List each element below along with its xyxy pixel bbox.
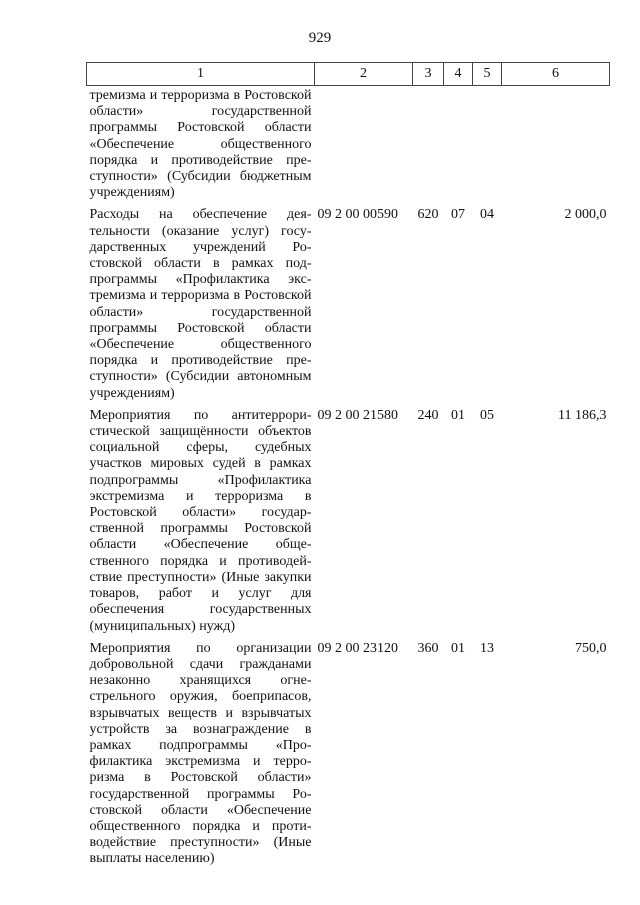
row-amount: 750,0 [575,640,607,656]
header-col-3: 3 [413,63,444,86]
row-code: 09 2 00 23120 [317,640,398,656]
row-col3: 240 [417,407,439,423]
row-description: тремизма и терроризма в Ростовской области» государственной программы Ростовской области «Обеспечение общественного порядка и противодействие преступности» (Субсидии бюджетным учреждениям) [89,88,312,201]
budget-table [86,62,610,872]
table-row [87,86,610,206]
row-col5: 05 [480,407,494,423]
table-row [87,639,610,872]
row-amount: 11 186,3 [558,407,607,423]
row-code [315,86,413,206]
row-description: Мероприятия по антитеррористической защищённости объектов социальной сферы, судебных участков мировых судей в рамках подпрограммы «Профилактика экстремизма и терроризма в Ростовской области» государственной программы Ростовской области «Обеспечение общественного порядка и противодействие преступности» (Иные закупки товаров, работ и услуг для обеспечения государственных (муниципальных) нужд) [89,407,312,634]
row-col5: 04 [480,207,494,223]
row-code: 09 2 00 21580 [317,407,398,423]
row-description: Мероприятия по организации добровольной сдачи гражданами незаконно хранящихся огнестрельного оружия, боеприпасов, взрывчатых веществ и взрывчатых устройств за вознаграждение в рамках подпрограммы «Профилактика экстремизма и терроризма в Ростовской области» государственной программы Ростовской области «Обеспечение общественного порядка и противодействие преступности» (Иные выплаты населению) [89,640,312,867]
row-code: 09 2 00 00590 [317,207,398,223]
row-col3: 620 [417,207,439,223]
row-col4: 07 [451,207,465,223]
row-col4 [444,86,473,206]
row-amount [502,86,610,206]
row-col3 [413,86,444,206]
row-col4: 01 [451,640,465,656]
row-amount: 2 000,0 [564,207,607,223]
header-col-1: 1 [87,63,315,86]
row-col5 [473,86,502,206]
row-col5: 13 [480,640,494,656]
table-header-row [87,63,610,86]
row-description: Расходы на обеспечение деятельности (оказание услуг) государственных учреждений Ростовской области в рамках подпрограммы «Профилактика экстремизма и терроризма в Ростовской области» государственной программы Ростовской области «Обеспечение общественного порядка и противодействие преступности» (Субсидии автономным учреждениям) [89,207,312,401]
header-col-4: 4 [444,63,473,86]
header-col-5: 5 [473,63,502,86]
row-col4: 01 [451,407,465,423]
header-col-6: 6 [502,63,610,86]
header-col-2: 2 [315,63,413,86]
row-col3: 360 [417,640,439,656]
table-row [87,205,610,405]
page-number: 929 [308,30,332,46]
table-row [87,406,610,639]
